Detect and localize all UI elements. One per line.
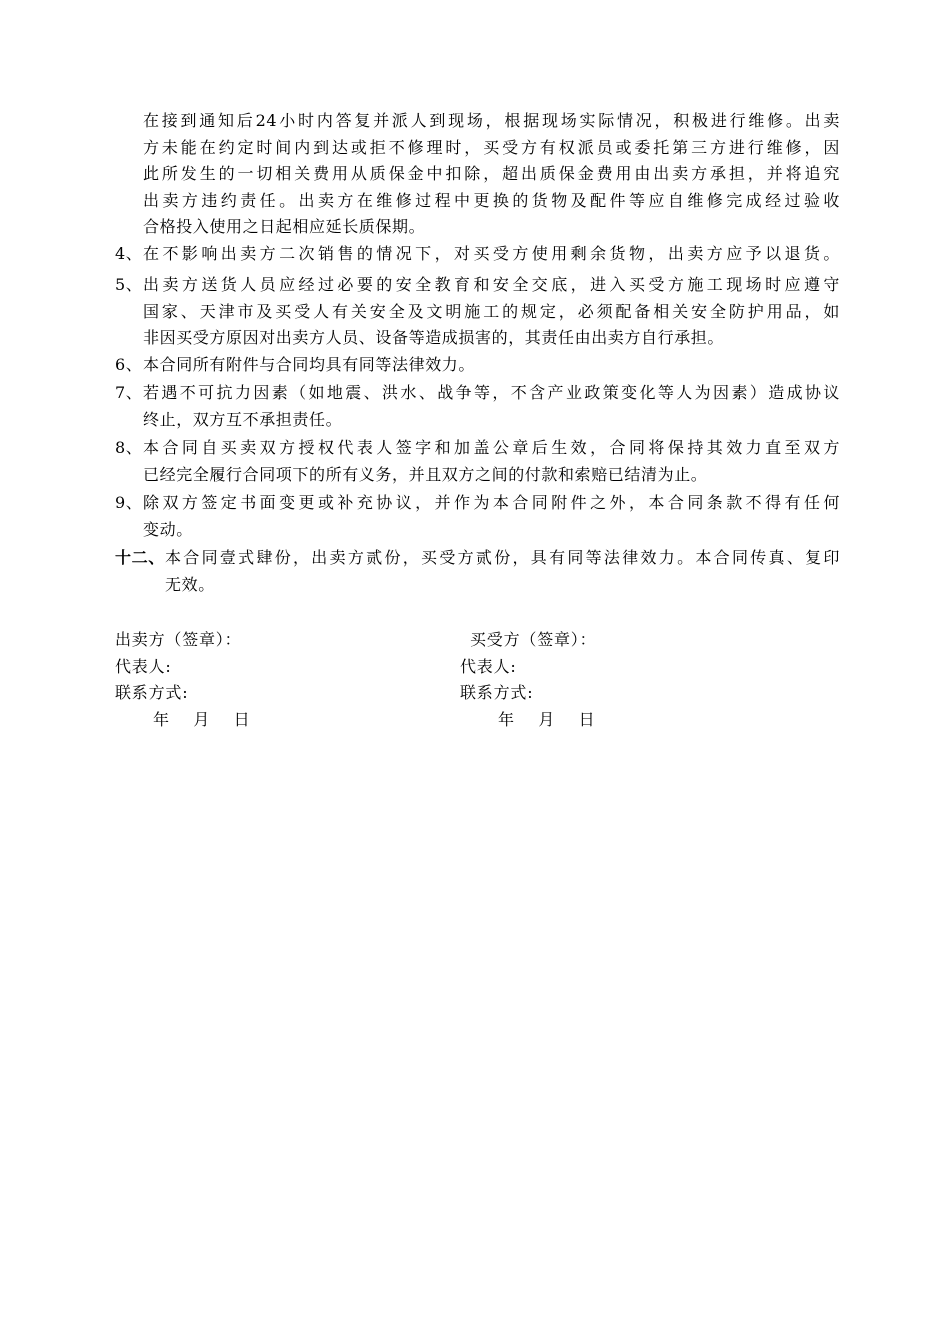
paragraph-line: 在接到通知后24小时内答复并派人到现场，根据现场实际情况，积极进行维修。出卖	[143, 111, 840, 130]
seller-date-label: 年 月 日	[153, 709, 251, 729]
item-line: 终止，双方互不承担责任。	[143, 409, 343, 429]
item-line: 出卖方送货人员应经过必要的安全教育和安全交底，进入买受方施工现场时应遵守	[143, 275, 840, 294]
clause-item-6	[115, 352, 840, 379]
item-line: 本合同所有附件与合同均具有同等法律效力。	[143, 355, 476, 374]
item-number: 7、	[115, 383, 143, 402]
item-line: 非因买受方原因对出卖方人员、设备等造成损害的，其责任由出卖方自行承担。	[143, 328, 725, 348]
seller-signature-title: 出卖方（签章）：	[115, 630, 242, 649]
item-number: 8、	[115, 438, 143, 457]
buyer-date-label: 年 月 日	[498, 709, 596, 729]
paragraph-line: 此所发生的一切相关费用从质保金中扣除，超出质保金费用由出卖方承担，并将追究	[143, 164, 840, 184]
item-line: 已经完全履行合同项下的所有义务，并且双方之间的付款和索赔已结清为止。	[143, 464, 708, 484]
buyer-contact-label: 联系方式:	[460, 683, 534, 703]
clause-line: 无效。	[165, 574, 215, 594]
clause-twelve	[115, 545, 840, 598]
paragraph-line: 合格投入使用之日起相应延长质保期。	[143, 217, 426, 237]
paragraph-line: 出卖方违约责任。出卖方在维修过程中更换的货物及配件等应自维修完成经过验收	[143, 190, 840, 210]
item-line: 若遇不可抗力因素（如地震、洪水、战争等，不含产业政策变化等人为因素）造成协议	[143, 383, 840, 402]
item-line: 变动。	[143, 519, 193, 539]
item-number: 5、	[115, 275, 143, 294]
clause-item-8	[115, 435, 840, 488]
seller-contact-label: 联系方式:	[115, 683, 189, 703]
buyer-signature-block	[460, 627, 596, 733]
clause-item-5	[115, 272, 840, 352]
clause-item-4	[115, 241, 840, 268]
clause-item-9	[115, 490, 840, 543]
clause-line: 本合同壹式肆份，出卖方贰份，买受方贰份，具有同等法律效力。本合同传真、复印	[165, 548, 840, 567]
item-number: 4、	[115, 244, 143, 263]
item-line: 国家、天津市及买受人有关安全及文明施工的规定，必须配备相关安全防护用品，如	[143, 301, 840, 321]
warranty-repair-paragraph	[115, 108, 840, 241]
buyer-representative-label: 代表人:	[460, 656, 517, 676]
item-line: 在不影响出卖方二次销售的情况下，对买受方使用剩余货物，出卖方应予以退货。	[143, 244, 840, 263]
seller-representative-label: 代表人:	[115, 656, 172, 676]
item-line: 本合同自买卖双方授权代表人签字和加盖公章后生效，合同将保持其效力直至双方	[143, 438, 840, 457]
item-line: 除双方签定书面变更或补充协议，并作为本合同附件之外，本合同条款不得有任何	[143, 493, 840, 512]
seller-signature-block	[115, 627, 251, 733]
clause-number: 十二、	[115, 548, 165, 567]
paragraph-line: 方未能在约定时间内到达或拒不修理时，买受方有权派员或委托第三方进行维修，因	[143, 137, 840, 157]
buyer-signature-title: 买受方（签章）：	[470, 630, 597, 649]
item-number: 6、	[115, 355, 143, 374]
clause-item-7	[115, 380, 840, 433]
item-number: 9、	[115, 493, 143, 512]
